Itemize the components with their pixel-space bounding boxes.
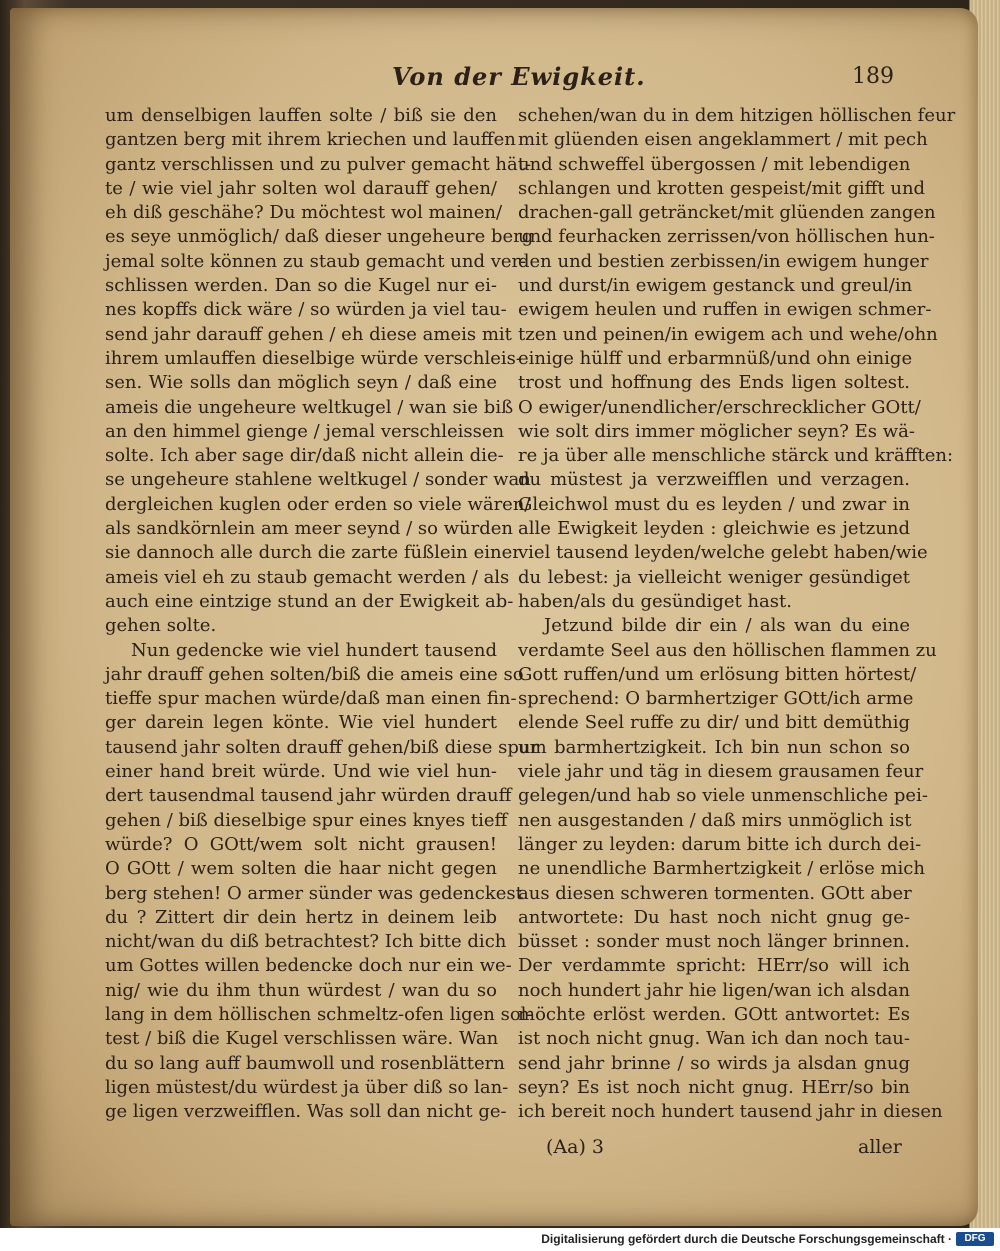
text-line: büsset : sonder must noch länger brinnen.	[518, 931, 910, 953]
text-line: jemal solte können zu staub gemacht und ver-	[105, 250, 527, 272]
text-line: Gleichwol must du es leyden / und zwar in	[518, 493, 910, 515]
text-line: send jahr brinne / so wirds ja alsdan gnug	[518, 1052, 910, 1074]
text-line: eh diß geschähe? Du möchtest wol mainen/	[105, 202, 503, 224]
text-line: O GOtt / wem solten die haar nicht gegen	[105, 858, 497, 880]
text-line: ger darein legen könte. Wie viel hundert	[105, 712, 497, 734]
text-line: seyn? Es ist noch nicht gnug. HErr/so bin	[518, 1076, 910, 1098]
text-line: haben/als du gesündiget hast.	[518, 590, 792, 612]
text-line: re ja über alle menschliche stärck und kräfften:	[518, 445, 954, 467]
running-head: Von der Ewigkeit.	[392, 62, 646, 91]
text-line: schlangen und krotten gespeist/mit gifft und	[518, 177, 926, 199]
text-line: und schweffel übergossen / mit lebendigen	[518, 153, 911, 175]
text-line: aus diesen schweren tormenten. GOtt aber	[518, 882, 912, 904]
footer-credit: Digitalisierung gefördert durch die Deutsche Forschungsgemeinschaft ·	[541, 1232, 952, 1246]
text-line: schehen/wan du in dem hitzigen höllischen feur	[518, 105, 956, 126]
text-line: auch eine eintzige stund an der Ewigkeit ab-	[105, 590, 514, 612]
text-line: viel tausend leyden/welche gelebt haben/wie	[518, 542, 928, 564]
text-line: dergleichen kuglen oder erden so viele wären/	[105, 493, 531, 515]
text-line: solte. Ich aber sage dir/daß nicht allein die-	[105, 445, 504, 467]
dfg-logo-icon: DFG	[956, 1232, 994, 1246]
text-line: ge ligen verzweifflen. Was soll dan nicht ge-	[105, 1101, 507, 1123]
text-line: du lebest: ja vielleicht weniger gesündiget	[518, 566, 910, 588]
text-line: tieffe spur machen würde/daß man einen fin-	[105, 688, 517, 710]
footer-bar	[0, 1228, 1000, 1251]
text-line: und durst/in ewigem gestanck und greul/in	[518, 275, 913, 297]
text-line: berg stehen! O armer sünder was gedenckest	[105, 882, 523, 904]
text-line: test / biß die Kugel verschlissen wäre. Wan	[105, 1028, 499, 1050]
text-line: Gott ruffen/und um erlösung bitten hörtest/	[518, 663, 917, 685]
text-line: dert tausendmal tausend jahr würden drauff	[105, 785, 512, 807]
text-line: ameis die ungeheure weltkugel / wan sie biß	[105, 396, 514, 418]
text-line: trost und hoffnung des Ends ligen soltest.	[518, 372, 910, 394]
text-line: du so lang auff baumwoll und rosenblättern	[105, 1052, 505, 1074]
text-line: um Gottes willen bedencke doch nur ein we-	[105, 955, 512, 977]
text-line: nig/ wie du ihm thun würdest / wan du so	[105, 979, 497, 1001]
text-line: lang in dem höllischen schmeltz-ofen ligen sol-	[105, 1003, 533, 1025]
text-line: um denselbigen lauffen solte / biß sie den	[105, 105, 497, 126]
text-line: du ? Zittert dir dein hertz in deinem leib	[105, 906, 497, 928]
text-line: an den himmel gienge / jemal verschleissen	[105, 420, 505, 442]
text-line: sprechend: O barmhertziger GOtt/ich arme	[518, 688, 914, 710]
text-line: als sandkörnlein am meer seynd / so würden	[105, 518, 514, 540]
text-line: den und bestien zerbissen/in ewigem hunger	[518, 250, 929, 272]
text-line: einige hülff und erbarmnüß/und ohn einige	[518, 347, 913, 369]
text-line: und feurhacken zerrissen/von höllischen hun-	[518, 226, 935, 248]
text-line: sie dannoch alle durch die zarte füßlein einer	[105, 542, 521, 564]
text-line: sen. Wie solls dan möglich seyn / daß eine	[105, 372, 497, 394]
text-line: drachen-gall geträncket/mit glüenden zangen	[518, 202, 936, 224]
text-line: antwortete: Du hast noch nicht gnug ge-	[518, 906, 910, 928]
text-line: um barmhertzigkeit. Ich bin nun schon so	[518, 736, 910, 758]
right-text-column	[518, 104, 956, 1124]
text-line: wie solt dirs immer möglicher seyn? Es wä-	[518, 420, 915, 442]
text-line: te / wie viel jahr solten wol darauff gehen/	[105, 177, 497, 199]
text-line: Der verdammte spricht: HErr/so will ich	[518, 955, 910, 977]
catchword: aller	[858, 1136, 902, 1158]
page-number: 189	[852, 64, 894, 89]
text-line: es seye unmöglich/ daß dieser ungeheure berg	[105, 226, 534, 248]
text-line: einer hand breit würde. Und wie viel hun-	[105, 761, 497, 783]
text-line: noch hundert jahr hie ligen/wan ich alsdan	[518, 979, 910, 1001]
text-line: tausend jahr solten drauff gehen/biß diese spur	[105, 736, 540, 758]
text-line: ameis viel eh zu staub gemacht werden / als	[105, 566, 510, 588]
text-line: gehen / biß dieselbige spur eines knyes tieff	[105, 809, 508, 831]
text-line: ne unendliche Barmhertzigkeit / erlöse mich	[518, 858, 925, 880]
text-line: nicht/wan du diß betrachtest? Ich bitte dich	[105, 931, 507, 953]
text-line: würde? O GOtt/wem solt nicht grausen!	[105, 833, 497, 855]
text-line: send jahr darauff gehen / eh diese ameis mit	[105, 323, 512, 345]
text-line: jahr drauff gehen solten/biß die ameis eine so	[105, 663, 524, 685]
text-line: gantz verschlissen und zu pulver gemacht hät-	[105, 153, 532, 175]
text-line: gehen solte.	[105, 615, 217, 637]
left-text-column	[105, 104, 540, 1124]
text-line: ewigem heulen und ruffen in ewigen schmer-	[518, 299, 932, 321]
text-line: nen ausgestanden / daß mirs unmöglich ist	[518, 809, 912, 831]
text-line: alle Ewigkeit leyden : gleichwie es jetzund	[518, 518, 910, 540]
text-line: elende Seel ruffe zu dir/ und bitt demüthig	[518, 712, 910, 734]
text-line: verdamte Seel aus den höllischen flammen zu	[518, 639, 937, 661]
text-line: Nun gedencke wie viel hundert tausend	[131, 639, 497, 661]
text-line: du müstest ja verzweifflen und verzagen.	[518, 469, 910, 491]
text-line: möchte erlöst werden. GOtt antwortet: Es	[518, 1003, 910, 1025]
text-line: länger zu leyden: darum bitte ich durch dei-	[518, 833, 922, 855]
text-line: schlissen werden. Dan so die Kugel nur ei-	[105, 275, 497, 297]
text-line: se ungeheure stahlene weltkugel / sonder wan	[105, 469, 531, 491]
text-line: ligen müstest/du würdest ja über diß so lan-	[105, 1076, 509, 1098]
text-line: tzen und peinen/in ewigem ach und wehe/ohn	[518, 323, 938, 345]
text-line: ich bereit noch hundert tausend jahr in diesen	[518, 1101, 943, 1123]
text-line: mit glüenden eisen angeklammert / mit pech	[518, 129, 928, 151]
text-line: nes kopffs dick wäre / so würden ja viel tau-	[105, 299, 507, 321]
signature-mark: (Aa) 3	[546, 1136, 605, 1158]
text-line: Jetzund bilde dir ein / als wan du eine	[544, 615, 910, 637]
text-line: ist noch nicht gnug. Wan ich dan noch tau-	[518, 1028, 910, 1050]
text-line: viele jahr und täg in diesem grausamen feur	[518, 761, 924, 783]
book-page	[10, 8, 978, 1226]
text-line: ihrem umlauffen dieselbige würde verschleis-	[105, 347, 522, 369]
text-line: gelegen/und hab so viele unmenschliche pei-	[518, 785, 928, 807]
text-line: gantzen berg mit ihrem kriechen und lauffen	[105, 129, 516, 151]
text-line: O ewiger/unendlicher/erschrecklicher GOtt/	[518, 396, 921, 418]
